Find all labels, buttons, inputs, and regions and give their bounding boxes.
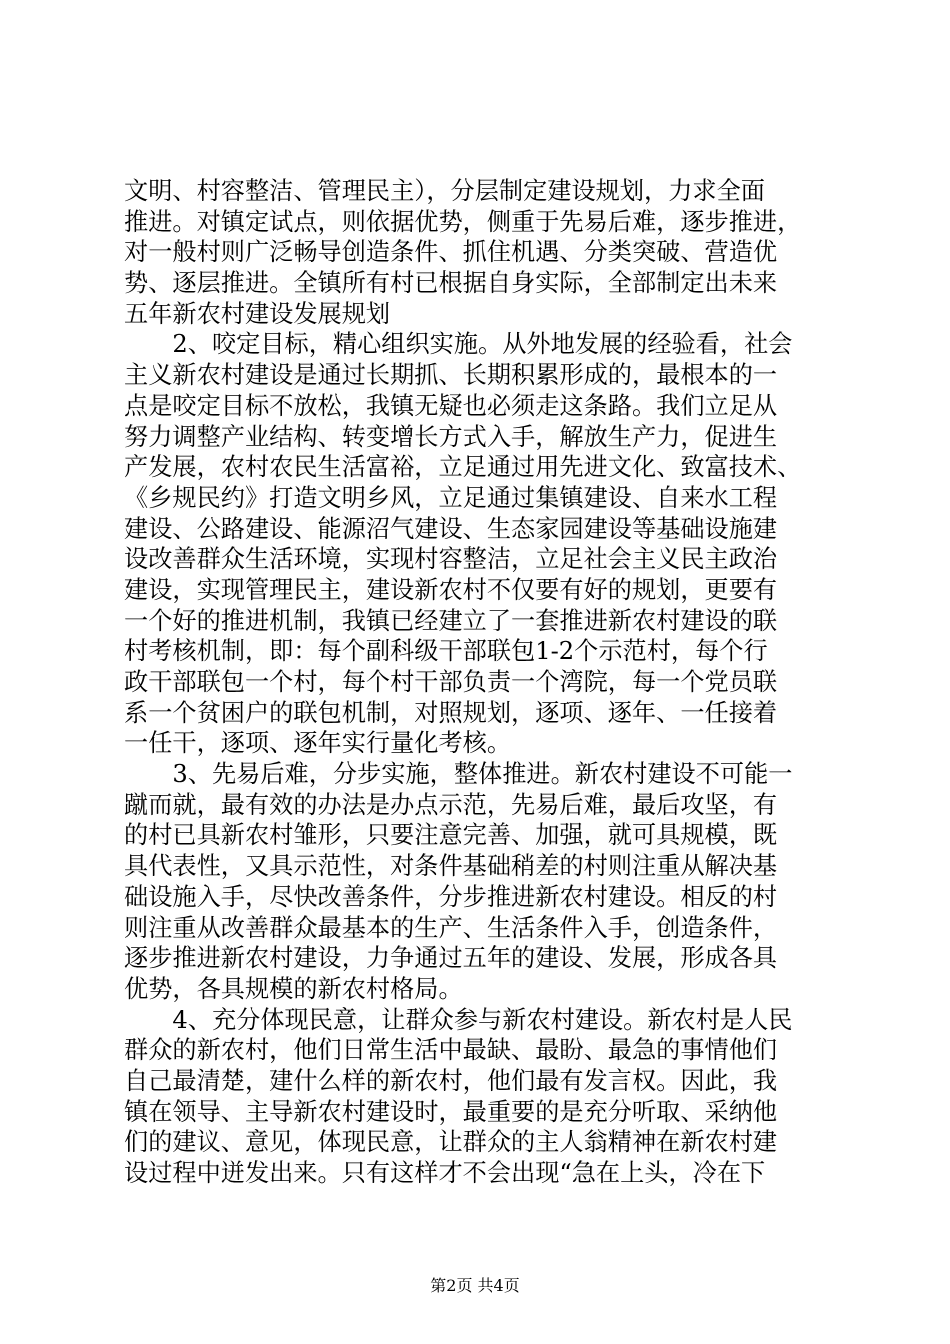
text-line: 则注重从改善群众最基本的生产、生活条件入手，创造条件， xyxy=(124,913,778,942)
text-line: 蹴而就，最有效的办法是办点示范，先易后难，最后攻坚，有 xyxy=(124,790,778,819)
text-line: 对一般村则广泛畅导创造条件、抓住机遇、分类突破、营造优 xyxy=(124,238,778,267)
text-line: 一任干，逐项、逐年实行量化考核。 xyxy=(124,729,512,758)
text-line: 文明、村容整洁、管理民主），分层制定建设规划，力求全面 xyxy=(124,177,765,205)
text-line: 群众的新农村，他们日常生活中最缺、最盼、最急的事情他们 xyxy=(124,1036,778,1065)
text-line: 3、先易后难，分步实施，整体推进。新农村建设不可能一 xyxy=(124,760,793,789)
text-line: 《乡规民约》打造文明乡风，立足通过集镇建设、自来水工程 xyxy=(124,483,778,512)
text-line: 2、咬定目标，精心组织实施。从外地发展的经验看，社会 xyxy=(124,330,793,359)
text-line: 努力调整产业结构、转变增长方式入手，解放生产力，促进生 xyxy=(124,422,778,451)
paragraph-2 xyxy=(124,329,836,759)
text-line: 设改善群众生活环境，实现村容整洁，立足社会主义民主政治 xyxy=(124,545,778,574)
text-line: 逐步推进新农村建设，力争通过五年的建设、发展，形成各具 xyxy=(124,944,778,973)
text-line: 点是咬定目标不放松，我镇无疑也必须走这条路。我们立足从 xyxy=(124,391,778,420)
text-line: 一个好的推进机制，我镇已经建立了一套推进新农村建设的联 xyxy=(124,606,778,635)
body-text xyxy=(124,176,836,1189)
text-line: 具代表性，又具示范性，对条件基础稍差的村则注重从解决基 xyxy=(124,852,778,881)
text-line: 设过程中迸发出来。只有这样才不会出现“急在上头，冷在下 xyxy=(124,1159,766,1187)
text-line: 自己最清楚，建什么样的新农村，他们最有发言权。因此，我 xyxy=(124,1066,778,1095)
text-line: 优势，各具规模的新农村格局。 xyxy=(124,974,463,1003)
text-line: 推进。对镇定试点，则依据优势，侧重于先易后难，逐步推进， xyxy=(124,207,802,236)
text-line: 势、逐层推进。全镇所有村已根据自身实际，全部制定出未来 xyxy=(124,269,778,298)
text-line: 们的建议、意见，体现民意，让群众的主人翁精神在新农村建 xyxy=(124,1128,778,1157)
paragraph-3 xyxy=(124,759,836,1005)
text-line: 镇在领导、主导新农村建设时，最重要的是充分听取、采纳他 xyxy=(124,1097,778,1126)
text-line: 4、充分体现民意，让群众参与新农村建设。新农村是人民 xyxy=(124,1005,793,1034)
text-line: 村考核机制，即：每个副科级干部联包1-2个示范村，每个行 xyxy=(124,637,768,666)
paragraph-1 xyxy=(124,176,836,329)
paragraph-4 xyxy=(124,1005,836,1189)
text-line: 系一个贫困户的联包机制，对照规划，逐项、逐年、一任接着 xyxy=(124,698,778,727)
text-line: 建设、公路建设、能源沼气建设、生态家园建设等基础设施建 xyxy=(124,514,778,543)
text-line: 产发展，农村农民生活富裕，立足通过用先进文化、致富技术、 xyxy=(124,453,802,482)
text-line: 政干部联包一个村，每个村干部负责一个湾院，每一个党员联 xyxy=(124,668,778,696)
page-number-footer: 第2页 共4页 xyxy=(430,1276,520,1295)
text-line: 建设，实现管理民主，建设新农村不仅要有好的规划，更要有 xyxy=(124,575,778,604)
text-line: 五年新农村建设发展规划 xyxy=(124,299,391,328)
text-line: 础设施入手，尽快改善条件，分步推进新农村建设。相反的村 xyxy=(124,882,778,911)
text-line: 的村已具新农村雏形，只要注意完善、加强，就可具规模，既 xyxy=(124,821,778,850)
text-line: 主义新农村建设是通过长期抓、长期积累形成的，最根本的一 xyxy=(124,361,778,390)
